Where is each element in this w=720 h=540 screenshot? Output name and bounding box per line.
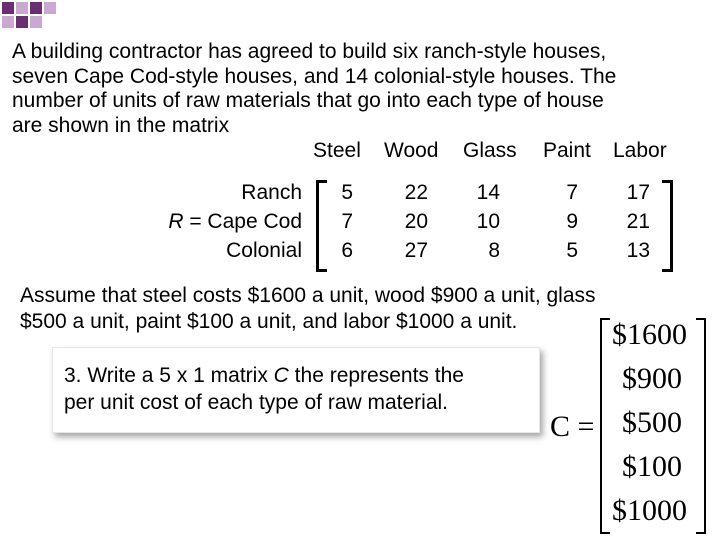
intro-line: seven Cape Cod-style houses, and 14 colonial-style houses. The [12, 64, 617, 88]
intro-line: number of units of raw materials that go into each type of house [12, 89, 604, 112]
column-header-steel: Steel [313, 139, 361, 162]
matrix-cell: 7 [341, 210, 353, 233]
corner-square [16, 16, 28, 28]
corner-square [44, 2, 56, 14]
assumption-line: Assume that steel costs $1600 a unit, wood $900 a unit, glass [20, 284, 596, 307]
row-label-cape-cod: R = Cape Cod [168, 210, 302, 233]
intro-line: A building contractor has agreed to build six ranch-style houses, [12, 40, 607, 63]
matrix-c-label: C = [550, 410, 595, 443]
matrix-cell: 27 [404, 239, 428, 262]
matrix-cell: 10 [476, 210, 500, 233]
matrix-c-entry: $900 [622, 362, 682, 395]
matrix-cell: 20 [404, 210, 428, 233]
matrix-cell: 13 [626, 239, 650, 262]
matrix-cell: 5 [341, 181, 353, 204]
assumption-line: $500 a unit, paint $100 a unit, and labor $1000 a unit. [20, 310, 518, 333]
matrix-cell: 21 [626, 210, 650, 233]
matrix-cell: 22 [404, 181, 428, 204]
matrix-cell: 17 [626, 181, 650, 204]
matrix-c-entry: $1600 [612, 318, 687, 351]
corner-square [30, 2, 42, 14]
column-header-wood: Wood [384, 139, 439, 162]
matrix-cell: 8 [488, 239, 500, 262]
matrix-c-symbol: C [273, 364, 289, 387]
question-line: per unit cost of each type of raw material. [64, 391, 449, 414]
column-header-labor: Labor [613, 139, 667, 162]
matrix-r-symbol: R [168, 210, 184, 233]
decorative-corner-squares [0, 0, 60, 30]
matrix-cell: 5 [566, 239, 578, 262]
intro-line: are shown in the matrix [12, 113, 230, 137]
row-label-colonial: Colonial [226, 239, 302, 262]
corner-square [16, 2, 28, 14]
matrix-c-entry: $1000 [612, 494, 687, 527]
corner-square [2, 2, 14, 14]
question-text [64, 362, 464, 416]
matrix-cell: 9 [566, 210, 578, 233]
column-header-paint: Paint [543, 139, 591, 162]
matrix-c-left-bracket [600, 318, 610, 534]
column-header-glass: Glass [463, 139, 517, 162]
row-label-ranch: Ranch [241, 181, 302, 204]
matrix-cell: 7 [566, 181, 578, 204]
matrix-cell: 6 [341, 239, 353, 262]
corner-square [2, 16, 14, 28]
matrix-c-entry: $100 [622, 450, 682, 483]
matrix-c-entry: $500 [622, 406, 682, 439]
matrix-right-bracket [662, 180, 673, 272]
matrix-cell: 14 [476, 181, 500, 204]
problem-intro [12, 40, 712, 138]
cost-assumption [20, 283, 596, 335]
matrix-c-right-bracket [696, 318, 706, 534]
question-line: 3. Write a 5 x 1 matrix C the represents the [64, 364, 464, 387]
matrix-left-bracket [316, 180, 327, 272]
corner-square [30, 16, 42, 28]
